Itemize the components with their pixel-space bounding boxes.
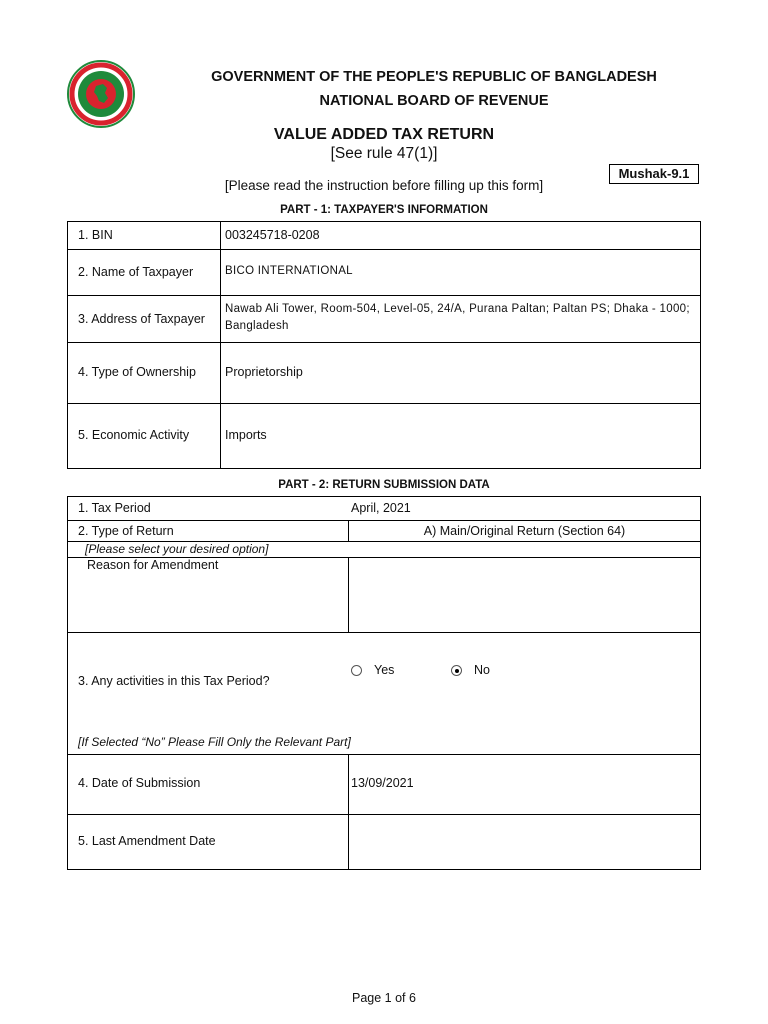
no-radio[interactable] <box>451 665 462 676</box>
select-option-note: [Please select your desired option] <box>85 542 269 556</box>
no-radio-label: No <box>474 663 490 677</box>
economic-activity-label: 5. Economic Activity <box>78 428 190 442</box>
amendment-reason-label: Reason for Amendment <box>87 558 219 572</box>
amendment-reason-field[interactable] <box>350 559 699 631</box>
taxpayer-address-label: 3. Address of Taxpayer <box>78 312 205 326</box>
return-type-value: A) Main/Original Return (Section 64) <box>423 524 626 538</box>
yes-radio[interactable] <box>351 665 362 676</box>
if-no-note: [If Selected “No” Please Fill Only the Relevant Part] <box>78 735 351 749</box>
taxpayer-name-value: BICO INTERNATIONAL <box>225 265 353 277</box>
bin-label: 1. BIN <box>78 228 113 242</box>
taxpayer-address-value-line2: Bangladesh <box>225 320 289 332</box>
yes-radio-label: Yes <box>374 663 395 677</box>
ownership-value: Proprietorship <box>225 365 303 379</box>
taxpayer-address-value: Nawab Ali Tower, Room-504, Level-05, 24/A, Purana Paltan; Paltan PS; Dhaka - 1000; <box>225 303 690 315</box>
tax-period-label: 1. Tax Period <box>78 501 151 515</box>
activities-question-label: 3. Any activities in this Tax Period? <box>78 674 270 688</box>
part1-heading: PART - 1: TAXPAYER'S INFORMATION <box>280 204 488 216</box>
instruction-note: [Please read the instruction before filling up this form] <box>224 178 544 193</box>
submission-date-value: 13/09/2021 <box>351 776 414 790</box>
part2-heading: PART - 2: RETURN SUBMISSION DATA <box>278 479 490 491</box>
bin-value: 003245718-0208 <box>225 228 320 242</box>
board-title: NATIONAL BOARD OF REVENUE <box>319 93 549 109</box>
page-number: Page 1 of 6 <box>352 991 416 1005</box>
economic-activity-value: Imports <box>225 428 267 442</box>
taxpayer-name-label: 2. Name of Taxpayer <box>78 265 194 279</box>
tax-period-value: April, 2021 <box>351 501 411 515</box>
rule-reference: [See rule 47(1)] <box>330 145 438 162</box>
submission-date-label: 4. Date of Submission <box>78 776 201 790</box>
form-code-badge: Mushak-9.1 <box>609 164 699 184</box>
ownership-label: 4. Type of Ownership <box>78 365 196 379</box>
government-title: GOVERNMENT OF THE PEOPLE'S REPUBLIC OF BANGLADESH <box>211 69 657 85</box>
form-title: VALUE ADDED TAX RETURN <box>273 126 495 143</box>
return-type-label: 2. Type of Return <box>78 524 174 538</box>
radio-selected-dot <box>455 669 459 673</box>
last-amendment-label: 5. Last Amendment Date <box>78 834 216 848</box>
